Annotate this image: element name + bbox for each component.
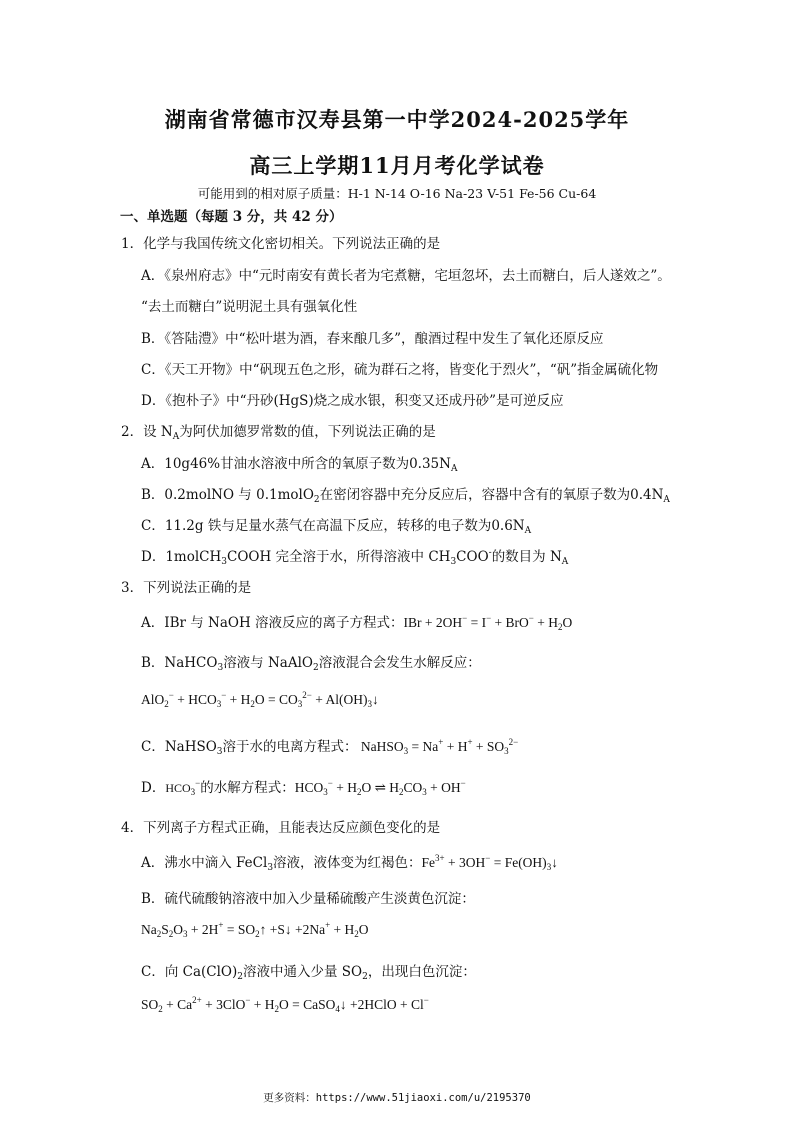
question-4-stem: 4．下列离子方程式正确，且能表达反应颜色变化的是 (121, 820, 441, 836)
question-3-stem: 3．下列说法正确的是 (121, 580, 252, 596)
question-1-option-a: A．《泉州府志》中“元时南安有黄长者为宅煮糖，宅垣忽坏，去土而糖白，后人遂效之”。 (141, 268, 671, 284)
question-4-option-b: B．硫代硫酸钠溶液中加入少量稀硫酸产生淡黄色沉淀： (141, 891, 475, 907)
question-3-option-d: D．$HCO_3^-$的水解方程式：$HCO_3^- + H_2O$ ⇌ $H_2CO_3 + OH^-$ (141, 778, 466, 797)
section-heading: 一、单选题（每题 3 分，共 42 分） (120, 209, 343, 225)
question-3-option-b-equation: $AlO_2^- + HCO_3^- + H_2O = CO_3^{2-}$ + $Al(OH)_3↓$ (141, 690, 379, 709)
atomic-masses-note: 可能用到的相对原子质量：H-1 N-14 O-16 Na-23 V-51 Fe-56 Cu-64 (197, 186, 597, 201)
question-2-option-d: D．1molCH$_3$COOH 完全溶于水，所得溶液中 $CH_3COO^-$的数目为 $N_A$ (141, 548, 569, 567)
question-3-option-a: A．IBr 与 NaOH 溶液反应的离子方程式：IBr + $2OH^- = I^- + BrO^- + H_2O$ (141, 613, 573, 632)
question-3-option-b: B．NaHCO$_3$溶液与 NaAlO$_2$溶液混合会发生水解反应： (141, 655, 481, 673)
question-4-option-c: C．向 $Ca(ClO)_2$溶液中通入少量 $SO_2$，出现白色沉淀： (141, 964, 476, 982)
question-2-option-a: A．10g46%甘油水溶液中所含的氧原子数为$0.35N_A$ (141, 456, 458, 474)
question-1-option-d: D．《抱朴子》中“丹砂(HgS)烧之成水银，积变又还成丹砂”是可逆反应 (141, 393, 564, 409)
question-2-option-b: B．0.2molNO 与 0.1molO$_2$在密闭容器中充分反应后，容器中含有的氧原子数为$0.4N_A$ (141, 487, 670, 505)
question-4-option-c-equation: $SO_2 + Ca^{2+} + 3ClO^- + H_2O$ = CaSO$_4$↓ +2HClO + Cl− (141, 995, 429, 1014)
exam-title-line2: 高三上学期11月月考化学试卷 (249, 153, 545, 178)
equation-ibr: IBr + $2OH^- = I^- + BrO^- + H_2O$ (403, 613, 573, 632)
question-1-option-a-cont: “去土而糖白”说明泥土具有强氧化性 (141, 299, 358, 315)
footer-resource-link[interactable]: 更多资料：https://www.51jiaoxi.com/u/2195370 (263, 1092, 531, 1104)
question-3-option-c: C．NaHSO$_3$溶于水的电离方程式： NaHSO$_3$ = $Na^+ + H^+ + SO_3^{2-}$ (141, 737, 519, 757)
question-1-stem: 1．化学与我国传统文化密切相关。下列说法正确的是 (121, 236, 441, 252)
question-1-option-b: B．《答陆澧》中“松叶堪为酒，春来酿几多”，酿酒过程中发生了氧化还原反应 (141, 331, 604, 347)
question-4-option-a: A．沸水中滴入 FeCl$_3$溶液，液体变为红褐色：$Fe^{3+} + 3OH^-$ = $Fe(OH)_3↓$ (141, 853, 558, 873)
question-1-option-c: C．《天工开物》中“矾现五色之形，硫为群石之将，皆变化于烈火”，“矾”指金属硫化物 (141, 362, 659, 378)
question-2-option-c: C．11.2g 铁与足量水蒸气在高温下反应，转移的电子数为$0.6N_A$ (141, 518, 532, 536)
question-2-stem: 2．设 $N_A$为阿伏加德罗常数的值，下列说法正确的是 (121, 424, 436, 442)
question-4-option-b-equation: $Na_2S_2O_3 + 2H^+$ = $SO_2↑$ +S↓ $+2Na^+ + H_2O$ (141, 920, 369, 939)
exam-title-line1: 湖南省常德市汉寿县第一中学2024-2025学年 (164, 107, 630, 132)
